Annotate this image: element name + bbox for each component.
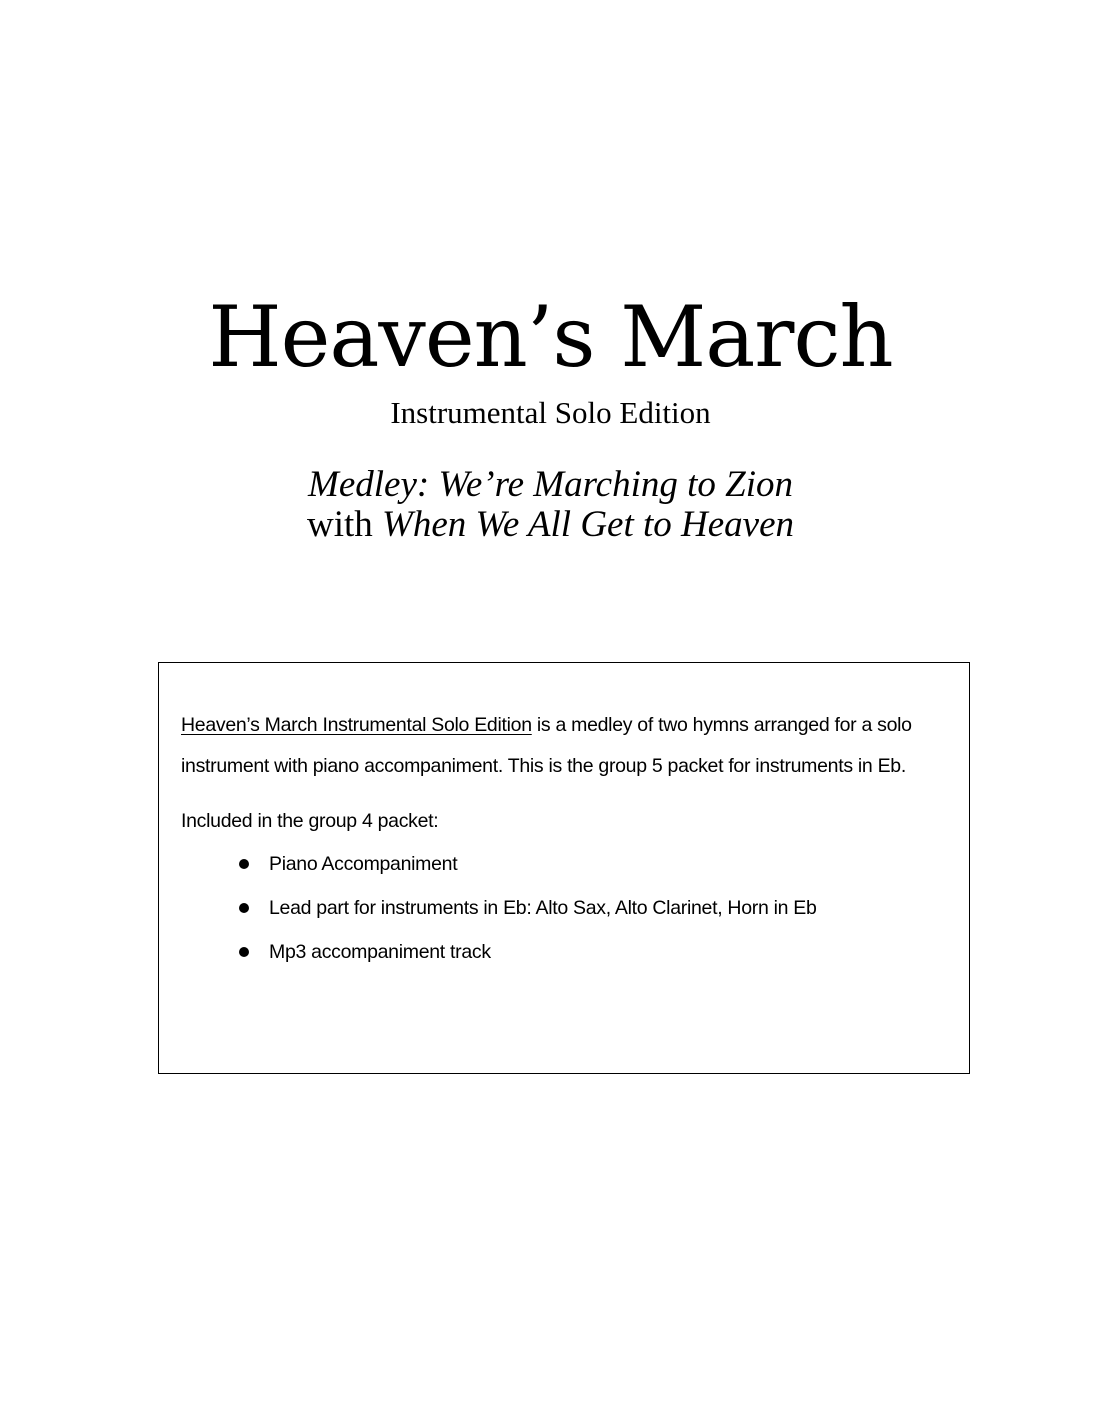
medley-with-word: with xyxy=(306,504,382,545)
packet-description xyxy=(181,705,961,787)
medley-line-1 xyxy=(0,465,1101,505)
medley-second-hymn: When We All Get to Heaven xyxy=(382,504,795,545)
description-title: Heaven’s March Instrumental Solo Edition xyxy=(181,714,532,736)
document-title: Heaven’s March xyxy=(208,288,893,386)
description-text: is a medley of two hymns arranged for a solo instrument with piano accompaniment. This is the group 5 packet for instruments in Eb. xyxy=(181,714,912,777)
list-item-label: Mp3 accompaniment track xyxy=(269,941,491,963)
included-heading: Included in the group 4 packet: xyxy=(181,810,439,832)
bullet-icon xyxy=(239,903,249,913)
medley-line-2 xyxy=(0,505,1101,545)
list-item-label: Piano Accompaniment xyxy=(269,853,458,875)
list-item xyxy=(239,934,817,978)
edition-subtitle: Instrumental Solo Edition xyxy=(390,395,711,430)
medley-heading xyxy=(0,465,1101,545)
included-items-list xyxy=(239,846,817,978)
bullet-icon xyxy=(239,859,249,869)
list-item xyxy=(239,890,817,934)
list-item xyxy=(239,846,817,890)
bullet-icon xyxy=(239,947,249,957)
packet-info-box xyxy=(158,662,970,1074)
list-item-label: Lead part for instruments in Eb: Alto Sax, Alto Clarinet, Horn in Eb xyxy=(269,897,817,919)
medley-first-hymn: Medley: We’re Marching to Zion xyxy=(308,464,793,505)
